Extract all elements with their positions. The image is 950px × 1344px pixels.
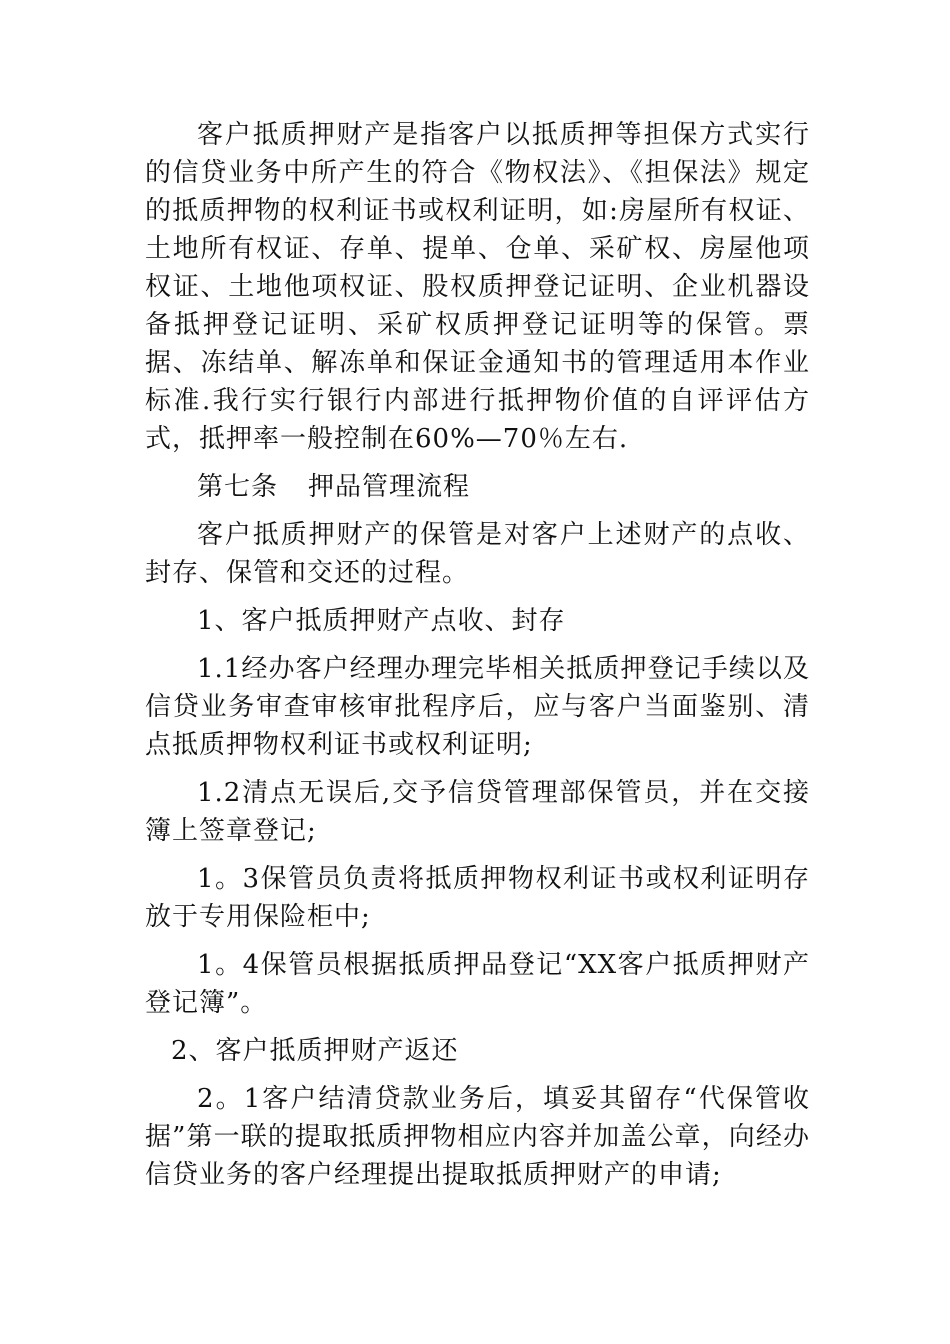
article-heading bbox=[145, 468, 810, 506]
paragraph-custody-overview: 客户抵质押财产的保管是对客户上述财产的点收、封存、保管和交还的过程。 bbox=[145, 520, 810, 588]
section-2-heading: 2、客户抵质押财产返还 bbox=[171, 1036, 459, 1066]
article-title: 押品管理流程 bbox=[308, 472, 471, 502]
article-number: 第七条 bbox=[197, 472, 279, 502]
item-1-4: 1。4保管员根据抵质押品登记“XX客户抵质押财产登记簿”。 bbox=[145, 950, 810, 1018]
document-body bbox=[145, 116, 810, 1194]
section-1-heading: 1、客户抵质押财产点收、封存 bbox=[197, 606, 566, 636]
paragraph-collateral-definition: 客户抵质押财产是指客户以抵质押等担保方式实行的信贷业务中所产生的符合《物权法》、《担保法》规定的抵质押物的权利证书或权利证明，如:房屋所有权证、土地所有权证、存单、提单、仓单、采矿权、房屋他项权证、土地他项权证、股权质押登记证明、企业机器设备抵押登记证明、采矿权质押登记证明等的保管。票据、冻结单、解冻单和保证金通知书的管理适用本作业标准.我行实行银行内部进行抵押物价值的自评评估方式，抵押率一般控制在60%—70％左右. bbox=[145, 120, 810, 454]
item-1-1: 1.1经办客户经理办理完毕相关抵质押登记手续以及信贷业务审查审核审批程序后，应与客户当面鉴别、清点抵质押物权利证书或权利证明; bbox=[145, 654, 810, 760]
item-1-2: 1.2清点无误后,交予信贷管理部保管员，并在交接簿上签章登记; bbox=[145, 778, 810, 846]
item-2-1: 2。1客户结清贷款业务后，填妥其留存“代保管收据”第一联的提取抵质押物相应内容并加盖公章，向经办信贷业务的客户经理提出提取抵质押财产的申请; bbox=[145, 1084, 810, 1190]
item-1-3: 1。3保管员负责将抵质押物权利证书或权利证明存放于专用保险柜中; bbox=[145, 864, 810, 932]
